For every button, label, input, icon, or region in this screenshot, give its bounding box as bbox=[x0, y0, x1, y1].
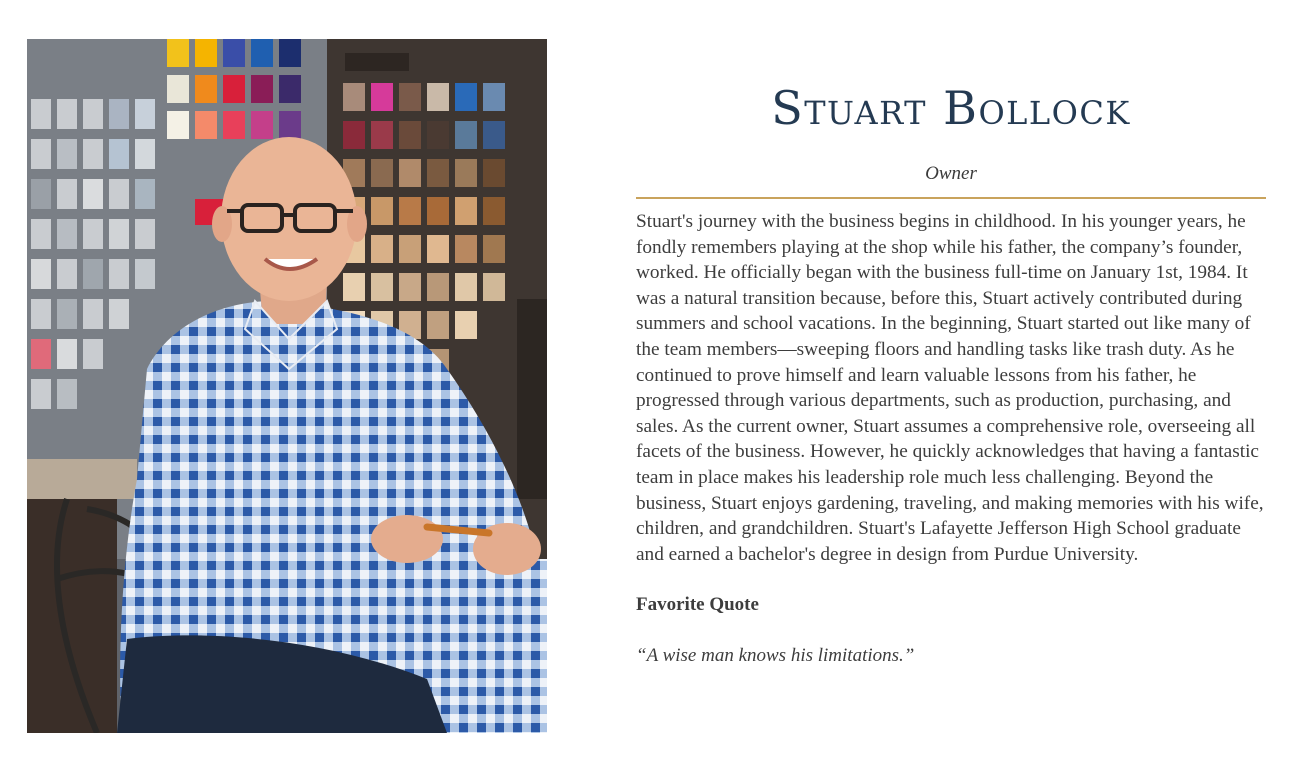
person-name: Stuart Bollock bbox=[771, 81, 1131, 135]
bio-section bbox=[636, 78, 1266, 669]
quote-heading: Favorite Quote bbox=[636, 594, 759, 616]
favorite-quote: “A wise man knows his limitations.” bbox=[636, 645, 915, 667]
portrait-illustration bbox=[27, 39, 547, 733]
counter bbox=[27, 469, 117, 733]
bio-paragraph: Stuart's journey with the business begins in childhood. In his younger years, he fondly remembers playing at the shop while his father, the company’s founder, worked. He officially began with the business full-time on January 1st, 1984. It was a natural transition because, before this, Stuart actively contributed during summers and school vacations. In the beginning, Stuart started out like many of the team members—sweeping floors and handling tasks like trash duty. As he continued to prove himself and learn valuable lessons from his father, he progressed through various departments, such as production, purchasing, and sales. As the current owner, Stuart assumes a comprehensive role, overseeing all facets of the business. However, he quickly acknowledges that having a fantastic team in place makes his leadership role much less challenging. Beyond the business, Stuart enjoys gardening, traveling, and making memories with his wife, children, and grandchildren. Stuart's Lafayette Jefferson High School graduate and earned a bachelor's degree in design from Purdue University. bbox=[636, 211, 1264, 565]
person-role: Owner bbox=[636, 162, 1266, 199]
profile-photo bbox=[27, 39, 547, 733]
hand-left bbox=[371, 515, 443, 563]
